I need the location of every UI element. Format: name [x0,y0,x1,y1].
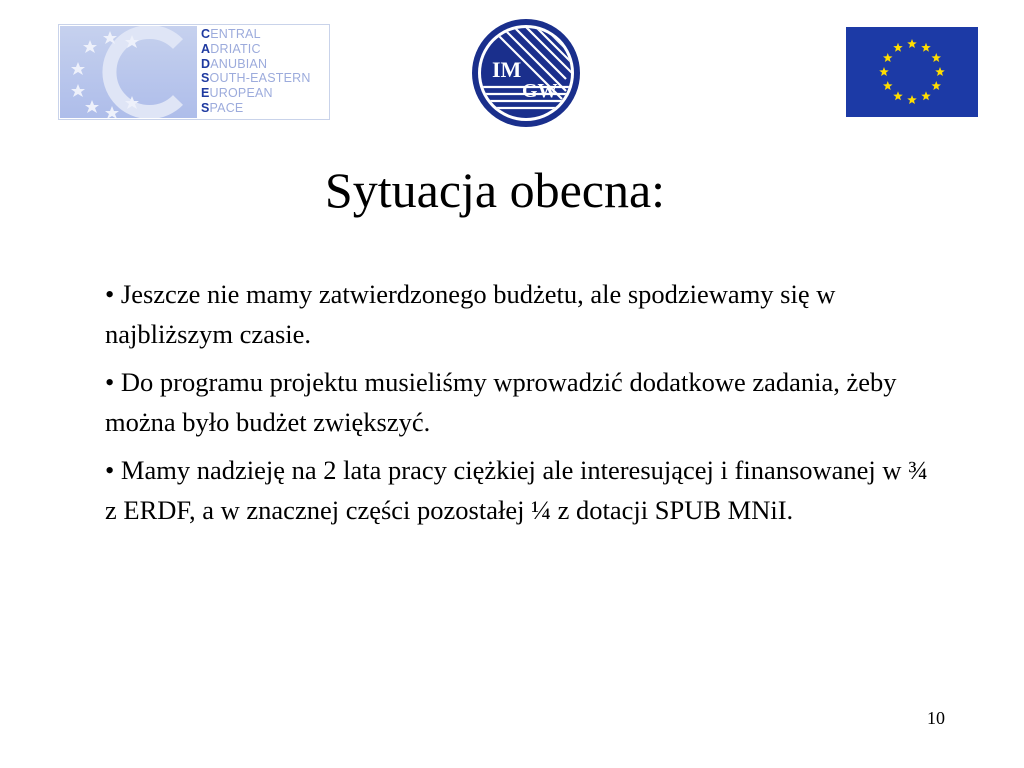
bullet-item: • Jeszcze nie mamy zatwierdzonego budżetu, ale spodziewamy się w najbliższym czasie. [105,279,836,349]
cadses-initial: C [201,27,211,41]
eu-star [893,43,903,52]
page-number: 10 [927,708,945,728]
eu-star [931,81,941,90]
imgw-bottom-text: GW [522,80,558,102]
cadses-word-rest: ANUBIAN [210,56,268,71]
cadses-initial: S [201,71,210,86]
eu-star [879,67,889,76]
eu-star [907,95,917,104]
eu-star [931,53,941,62]
cadses-initial: E [201,86,210,101]
imgw-logo [470,17,582,129]
cadses-word-rest: UROPEAN [209,86,273,101]
slide-title: Sytuacja obecna: [324,162,666,218]
eu-star [921,43,931,52]
eu-flag [846,27,978,117]
cadses-initial: D [201,56,211,71]
eu-star [907,39,917,48]
cadses-wordmark [201,27,311,116]
cadses-word [201,101,311,116]
cadses-word-rest: DRIATIC [210,41,261,56]
cadses-initial: A [201,41,211,56]
bullet-item: • Do programu projektu musieliśmy wprowadzić dodatkowe zadania, żeby można było budżet zwiększyć. [105,367,897,437]
cadses-logo [58,24,330,120]
eu-star [935,67,945,76]
cadses-word [201,42,311,57]
cadses-word-rest: ENTRAL [210,27,261,41]
cadses-c-star-graphic [60,26,197,118]
eu-star [921,91,931,100]
cadses-word-rest: PACE [209,100,244,115]
bullet-list [105,274,935,538]
cadses-word [201,71,311,86]
cadses-word [201,27,311,42]
eu-star [883,81,893,90]
eu-star [893,91,903,100]
cadses-star-panel [60,26,197,118]
eu-star [883,53,893,62]
eu-stars-icon [846,27,978,117]
cadses-initial: S [201,100,210,115]
imgw-top-text: IM [492,57,522,82]
cadses-word [201,86,311,101]
bullet-item: • Mamy nadzieję na 2 lata pracy ciężkiej ale interesującej i finansowanej w ¾ z ERDF, a w znacznej części pozostałej ¼ z dotacji SPUB MNiI. [105,455,929,525]
cadses-word-rest: OUTH-EASTERN [209,71,311,86]
cadses-word [201,57,311,72]
